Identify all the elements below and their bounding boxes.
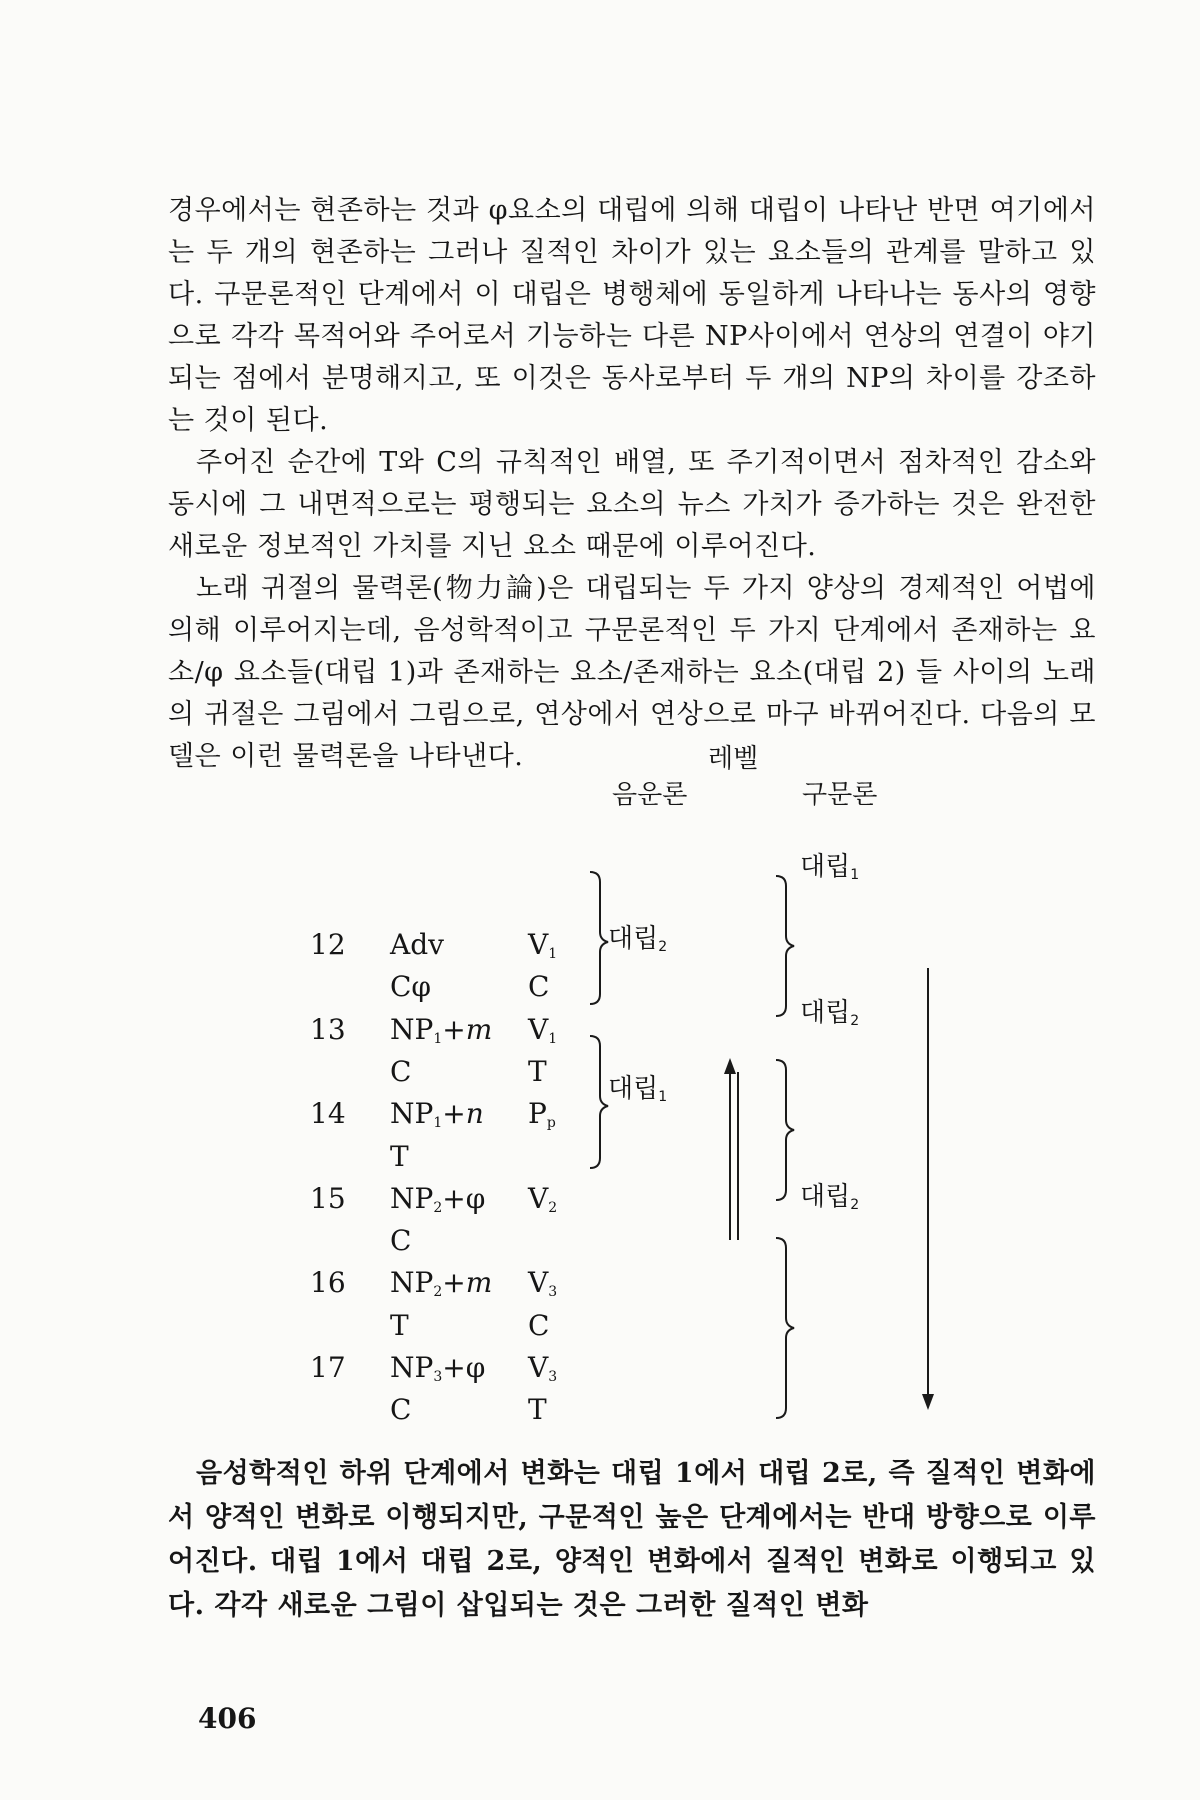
down-arrow-head xyxy=(922,1394,934,1410)
row-element-b: C xyxy=(528,1308,550,1342)
syn-brace-label-2: 대립$_2$ xyxy=(800,998,860,1029)
row-element-a: C xyxy=(390,1393,412,1427)
phon-brace-2 xyxy=(590,1036,608,1168)
phon-brace-1 xyxy=(590,872,608,1004)
body-text-bottom xyxy=(168,1452,1096,1628)
row-element-a: $NP_2+m$ xyxy=(390,1266,493,1301)
row-element-a: T xyxy=(390,1308,409,1342)
row-element-b: $P_p$ xyxy=(528,1097,556,1132)
header-level: 레벨 xyxy=(708,744,759,774)
row-element-b: $V_1$ xyxy=(528,928,558,962)
row-number: 17 xyxy=(310,1351,346,1384)
row-element-a: C xyxy=(390,1054,412,1088)
row-number: 16 xyxy=(310,1266,346,1300)
syn-brace-2 xyxy=(776,1060,794,1200)
paragraph-4: 음성학적인 하위 단계에서 변화는 대립 1에서 대립 2로, 즉 질적인 변화에서 양적인 변화로 이행되지만, 구문적인 높은 단계에서는 반대 방향으로 이루어진다. 대립 1에서 대립 2로, 양적인 변화에서 질적인 변화로 이행되고 있다. 각각 새로운 그림이 삽입되는 것은 그러한 질적인 변화 xyxy=(168,1458,1096,1621)
syn-brace-1 xyxy=(776,876,794,1016)
row-element-b: C xyxy=(528,970,550,1004)
row-number: 12 xyxy=(310,928,346,961)
row-element-a: $NP_2+\varphi$ xyxy=(390,1181,486,1216)
syn-brace-label-1: 대립$_1$ xyxy=(800,852,860,883)
row-element-a: $NP_3+\varphi$ xyxy=(390,1351,486,1385)
row-number: 15 xyxy=(310,1181,346,1215)
row-number: 14 xyxy=(310,1097,346,1131)
body-text-top xyxy=(168,190,1096,778)
row-element-a: C xyxy=(390,1224,412,1258)
row-element-b: T xyxy=(528,1393,547,1427)
header-syntax: 구문론 xyxy=(802,780,878,810)
header-phonology: 음운론 xyxy=(612,780,688,810)
row-element-a: $NP_1+n$ xyxy=(390,1097,484,1132)
row-element-a: $NP_1+m$ xyxy=(390,1012,493,1047)
syn-brace-label-3: 대립$_2$ xyxy=(800,1182,860,1213)
phon-brace-label-1: 대립$_2$ xyxy=(608,924,668,955)
row-element-a: Adv xyxy=(390,928,444,961)
paragraph-3: 노래 귀절의 물력론(物力論)은 대립되는 두 가지 양상의 경제적인 어법에 의해 이루어지는데, 음성학적이고 구문론적인 두 가지 단계에서 존재하는 요소/φ 요소들(대립 1)과 존재하는 요소/존재하는 요소(대립 2) 들 사이의 노래의 귀절은 그림에서 그림으로, 연상에서 연상으로 마구 바뀌어진다. 다음의 모델은 이런 물력론을 나타낸다. xyxy=(168,573,1096,772)
row-number: 13 xyxy=(310,1012,346,1046)
syn-brace-3 xyxy=(776,1238,794,1418)
row-element-b: T xyxy=(528,1054,547,1088)
row-element-b: $V_1$ xyxy=(528,1012,558,1047)
phon-brace-label-2: 대립$_1$ xyxy=(608,1074,668,1105)
row-element-b: $V_2$ xyxy=(528,1181,558,1216)
row-element-b: $V_3$ xyxy=(528,1266,558,1301)
row-element-b: $V_3$ xyxy=(528,1351,558,1385)
paragraph-2: 주어진 순간에 T와 C의 규칙적인 배열, 또 주기적이면서 점차적인 감소와 동시에 그 내면적으로는 평행되는 요소의 뉴스 가치가 증가하는 것은 완전한 새로운 정보적인 가치를 지닌 요소 때문에 이루어진다. xyxy=(168,447,1096,562)
paragraph-1: 경우에서는 현존하는 것과 φ요소의 대립에 의해 대립이 나타난 반면 여기에서는 두 개의 현존하는 그러나 질적인 차이가 있는 요소들의 관계를 말하고 있다. 구문론적인 단계에서 이 대립은 병행체에 동일하게 나타나는 동사의 영향으로 각각 목적어와 주어로서 기능하는 다른 NP사이에서 연상의 연결이 야기되는 점에서 분명해지고, 또 이것은 동사로부터 두 개의 NP의 차이를 강조하는 것이 된다. xyxy=(168,195,1096,436)
page-number: 406 xyxy=(198,1702,257,1735)
row-element-a: T xyxy=(390,1139,409,1173)
up-arrow-head xyxy=(724,1058,736,1074)
row-element-a: Cφ xyxy=(390,970,432,1004)
